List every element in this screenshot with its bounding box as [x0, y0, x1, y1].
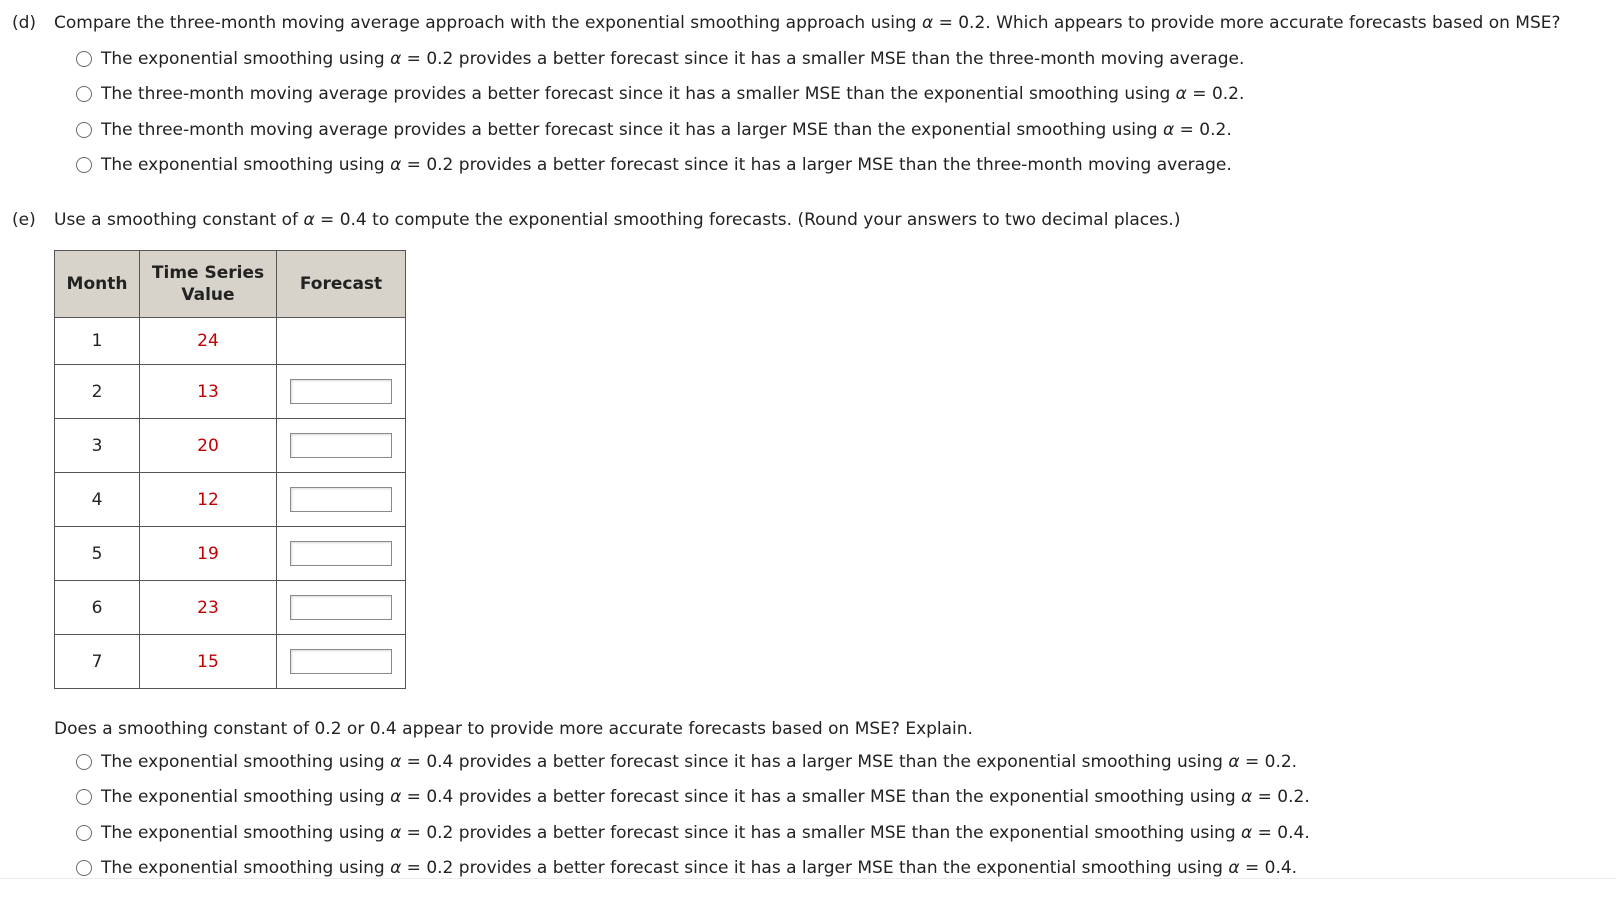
- value-cell: 19: [140, 527, 277, 581]
- question-d-option-2[interactable]: [76, 77, 1244, 113]
- question-e-option-3[interactable]: [76, 815, 1310, 851]
- question-e-option-2[interactable]: [76, 780, 1310, 816]
- radio-button[interactable]: [76, 51, 92, 67]
- question-d-label: (d): [12, 13, 37, 33]
- forecast-cell: [277, 473, 406, 527]
- month-cell: 2: [55, 365, 140, 419]
- month-cell: 6: [55, 581, 140, 635]
- option-label: The three-month moving average provides a better forecast since it has a larger MSE than the exponential smoothing using α = 0.2.: [101, 119, 1232, 140]
- month-cell: 4: [55, 473, 140, 527]
- radio-button[interactable]: [76, 157, 92, 173]
- question-d-option-4[interactable]: [76, 148, 1244, 184]
- header-forecast: Forecast: [277, 251, 406, 318]
- forecast-input-month-3[interactable]: [290, 433, 392, 458]
- option-label: The exponential smoothing using α = 0.2 provides a better forecast since it has a larger MSE than the exponential smoothing using α = 0.4.: [101, 858, 1298, 879]
- question-d: [12, 13, 1561, 33]
- forecast-cell-empty: [277, 318, 406, 365]
- alpha-symbol: α: [921, 13, 934, 33]
- divider: [0, 878, 1616, 879]
- table-row: [55, 581, 406, 635]
- table-row: [55, 527, 406, 581]
- forecast-input-month-7[interactable]: [290, 649, 392, 674]
- option-label: The three-month moving average provides a better forecast since it has a smaller MSE than the exponential smoothing using α = 0.2.: [101, 84, 1245, 105]
- question-e-text: Use a smoothing constant of α = 0.4 to compute the exponential smoothing forecasts. (Round your answers to two decimal places.): [54, 210, 1181, 230]
- forecast-cell: [277, 365, 406, 419]
- forecast-cell: [277, 635, 406, 689]
- table-row: [55, 365, 406, 419]
- value-cell: 24: [140, 318, 277, 365]
- month-cell: 7: [55, 635, 140, 689]
- forecast-input-month-4[interactable]: [290, 487, 392, 512]
- radio-button[interactable]: [76, 754, 92, 770]
- table-row: [55, 419, 406, 473]
- table-row: [55, 635, 406, 689]
- value-cell: 15: [140, 635, 277, 689]
- forecast-cell: [277, 581, 406, 635]
- option-label: The exponential smoothing using α = 0.4 provides a better forecast since it has a smaller MSE than the exponential smoothing using α = 0.2.: [101, 787, 1310, 808]
- table-row: [55, 473, 406, 527]
- question-d-options: [76, 41, 1244, 183]
- header-month: Month: [55, 251, 140, 318]
- option-label: The exponential smoothing using α = 0.2 provides a better forecast since it has a smaller MSE than the three-month moving average.: [101, 48, 1245, 69]
- forecast-cell: [277, 527, 406, 581]
- value-cell: 13: [140, 365, 277, 419]
- alpha-symbol: α: [303, 210, 315, 230]
- value-cell: 20: [140, 419, 277, 473]
- radio-button[interactable]: [76, 789, 92, 805]
- header-time-series-value: Time Series Value: [140, 251, 277, 318]
- forecast-cell: [277, 419, 406, 473]
- radio-button[interactable]: [76, 122, 92, 138]
- question-e-option-4[interactable]: [76, 851, 1310, 887]
- table-header-row: [55, 251, 406, 318]
- value-cell: 23: [140, 581, 277, 635]
- question-e-label: (e): [12, 210, 36, 230]
- forecast-input-month-2[interactable]: [290, 379, 392, 404]
- radio-button[interactable]: [76, 86, 92, 102]
- forecast-table: [54, 250, 406, 689]
- question-e: [12, 210, 1180, 230]
- question-d-text: Compare the three-month moving average approach with the exponential smoothing approach using α = 0.2. Which appears to provide more accurate forecasts based on MSE?: [54, 13, 1561, 33]
- question-e-option-1[interactable]: [76, 744, 1310, 780]
- option-label: The exponential smoothing using α = 0.2 provides a better forecast since it has a smaller MSE than the exponential smoothing using α = 0.4.: [101, 822, 1310, 843]
- question-e-options: [76, 744, 1310, 886]
- value-cell: 12: [140, 473, 277, 527]
- radio-button[interactable]: [76, 825, 92, 841]
- month-cell: 5: [55, 527, 140, 581]
- followup-question: Does a smoothing constant of 0.2 or 0.4 appear to provide more accurate forecasts based on MSE? Explain.: [54, 719, 973, 739]
- option-label: The exponential smoothing using α = 0.4 provides a better forecast since it has a larger MSE than the exponential smoothing using α = 0.2.: [101, 751, 1298, 772]
- forecast-input-month-5[interactable]: [290, 541, 392, 566]
- table-row: [55, 318, 406, 365]
- radio-button[interactable]: [76, 860, 92, 876]
- month-cell: 1: [55, 318, 140, 365]
- forecast-input-month-6[interactable]: [290, 595, 392, 620]
- question-d-option-3[interactable]: [76, 112, 1244, 148]
- option-label: The exponential smoothing using α = 0.2 provides a better forecast since it has a larger MSE than the three-month moving average.: [101, 155, 1232, 176]
- month-cell: 3: [55, 419, 140, 473]
- question-d-option-1[interactable]: [76, 41, 1244, 77]
